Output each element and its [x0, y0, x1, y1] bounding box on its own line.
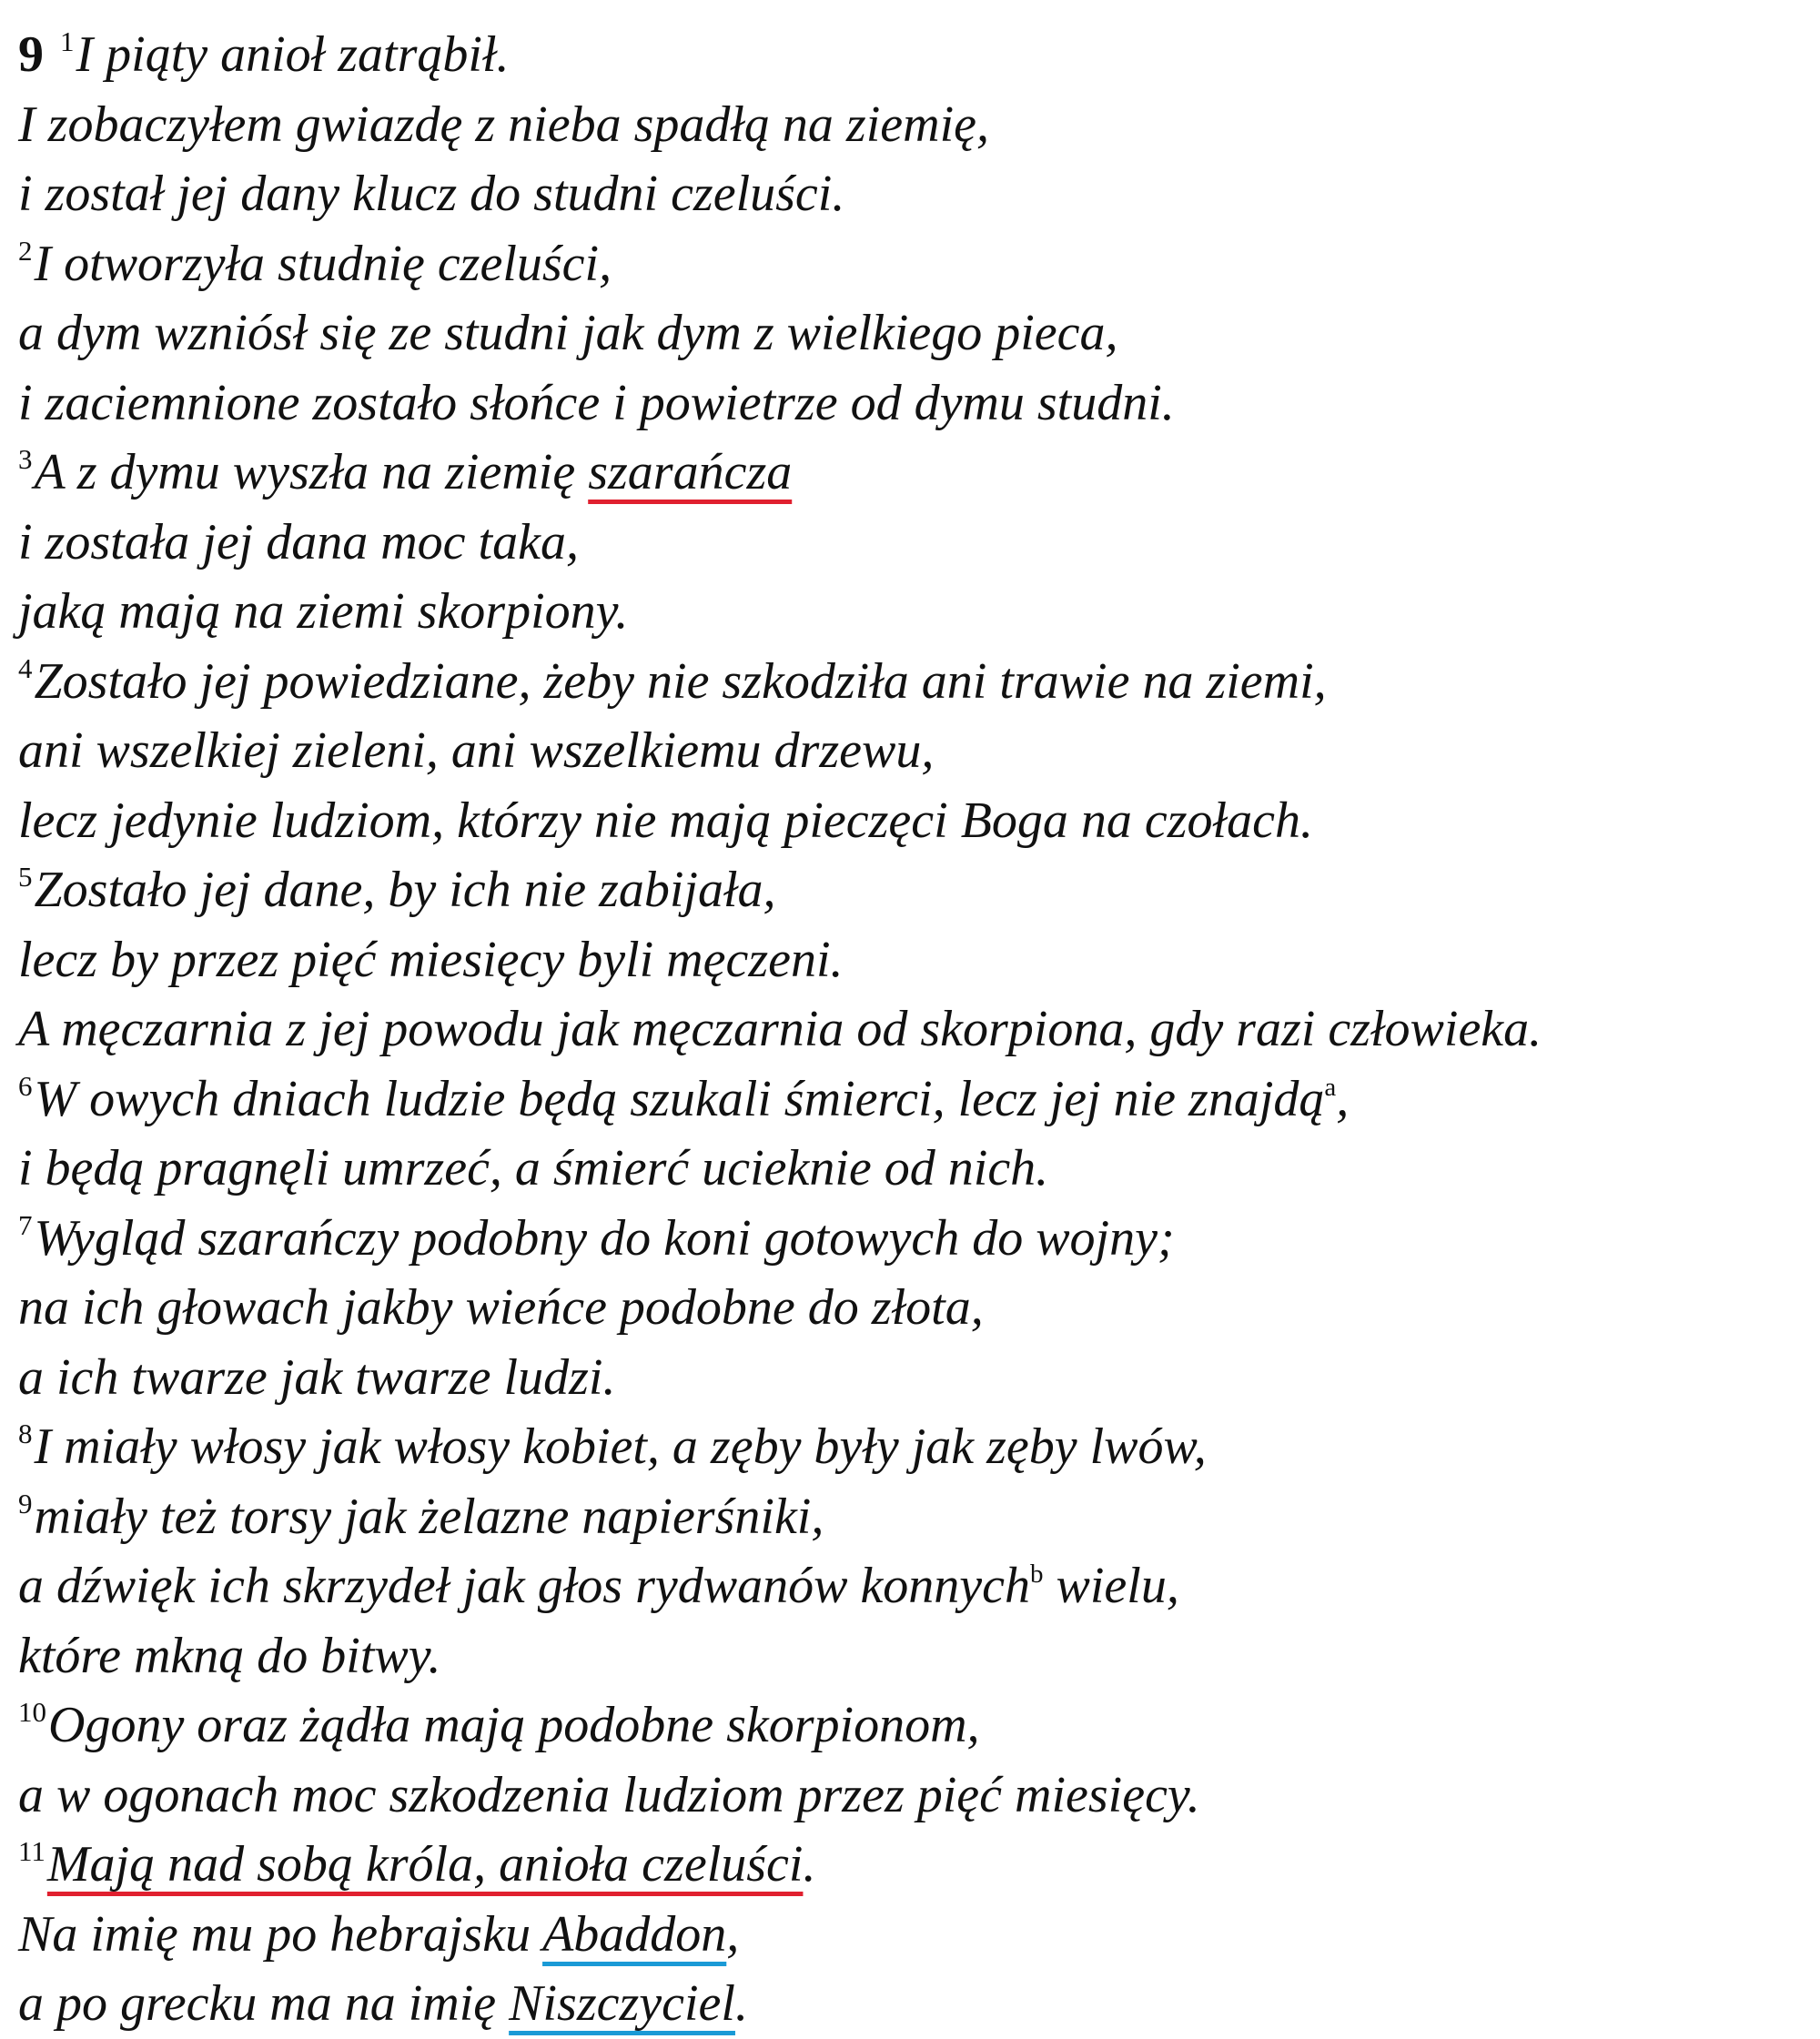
line-1 — [18, 20, 1811, 90]
line-19 — [18, 1273, 1811, 1343]
verse-number-3: 3 — [18, 443, 33, 475]
line-text: W owych dniach ludzie będą szukali śmierci, lecz jej nie znajdą — [34, 1070, 1325, 1127]
line-13 — [18, 855, 1811, 925]
line-2 — [18, 90, 1811, 160]
line-text: Zostało jej powiedziane, żeby nie szkodziła ani trawie na ziemi, — [34, 652, 1327, 710]
verse-number-11: 11 — [18, 1835, 46, 1867]
verse-number-8: 8 — [18, 1418, 33, 1449]
line-text: , — [1336, 1070, 1350, 1127]
highlight-blue-niszczyciel: Niszczyciel — [509, 1975, 735, 2032]
line-text: I piąty anioł zatrąbił. — [76, 26, 510, 83]
line-text: a ich twarze jak twarze ludzi. — [18, 1348, 616, 1406]
line-25 — [18, 1691, 1811, 1761]
verse-number-10: 10 — [18, 1696, 46, 1728]
line-29 — [18, 1969, 1811, 2039]
line-text: A męczarnia z jej powodu jak męczarnia od skorpiona, gdy razi człowieka. — [18, 1001, 1542, 1057]
line-28 — [18, 1900, 1811, 1970]
line-23 — [18, 1551, 1811, 1621]
line-22 — [18, 1482, 1811, 1552]
footnote-marker-b: b — [1030, 1560, 1044, 1589]
line-6 — [18, 368, 1811, 439]
line-16 — [18, 1065, 1811, 1135]
line-18 — [18, 1204, 1811, 1274]
line-8 — [18, 508, 1811, 578]
verse-number-1: 1 — [60, 25, 75, 57]
verse-number-9: 9 — [18, 1487, 33, 1519]
line-text: Zostało jej dane, by ich nie zabijała, — [34, 862, 776, 918]
line-21 — [18, 1412, 1811, 1482]
line-text: . — [803, 1836, 816, 1893]
highlight-red-krol: Mają nad sobą króla, anioła czeluści — [46, 1836, 804, 1893]
line-text: a w ogonach moc szkodzenia ludziom przez pięć miesięcy. — [18, 1766, 1200, 1823]
line-text: jaką mają na ziemi skorpiony. — [18, 583, 629, 640]
verse-number-7: 7 — [18, 1208, 33, 1241]
scripture-text — [18, 20, 1811, 2039]
line-text: i została jej dana moc taka, — [18, 513, 579, 570]
line-14 — [18, 925, 1811, 995]
line-11 — [18, 716, 1811, 786]
line-26 — [18, 1761, 1811, 1831]
line-text: a dym wzniósł się ze studni jak dym z wielkiego pieca, — [18, 305, 1118, 361]
line-text: I miały włosy jak włosy kobiet, a zęby były jak zęby lwów, — [34, 1418, 1207, 1475]
line-text: które mkną do bitwy. — [18, 1627, 441, 1684]
line-text: i będą pragnęli umrzeć, a śmierć ucieknie od nich. — [18, 1140, 1049, 1196]
line-text: . — [734, 1975, 748, 2032]
line-10 — [18, 647, 1811, 717]
line-3 — [18, 159, 1811, 229]
verse-number-2: 2 — [18, 234, 33, 267]
line-text: ani wszelkiej zieleni, ani wszelkiemu drzewu, — [18, 722, 935, 779]
highlight-red-szarancza: szarańcza — [588, 444, 793, 500]
line-24 — [18, 1621, 1811, 1691]
line-text: Na imię mu po hebrajsku — [18, 1905, 543, 1963]
line-15 — [18, 994, 1811, 1065]
line-9 — [18, 577, 1811, 647]
line-7 — [18, 438, 1811, 508]
line-text: i zaciemnione zostało słońce i powietrze od dymu studni. — [18, 374, 1175, 431]
line-text: miały też torsy jak żelazne napierśniki, — [34, 1488, 824, 1545]
line-17 — [18, 1134, 1811, 1204]
line-5 — [18, 298, 1811, 368]
line-text: na ich głowach jakby wieńce podobne do złota, — [18, 1279, 984, 1336]
line-4 — [18, 229, 1811, 299]
line-text: wielu, — [1043, 1558, 1179, 1614]
line-text: lecz by przez pięć miesięcy byli męczeni. — [18, 931, 844, 988]
line-text: i został jej dany klucz do studni czeluści. — [18, 166, 845, 222]
line-text: , — [726, 1905, 740, 1963]
verse-number-4: 4 — [18, 651, 33, 684]
verse-number-6: 6 — [18, 1069, 33, 1102]
line-text: Ogony oraz żądła mają podobne skorpionom, — [48, 1697, 980, 1753]
line-text: lecz jedynie ludziom, którzy nie mają pieczęci Boga na czołach. — [18, 792, 1313, 849]
footnote-marker-a: a — [1324, 1072, 1337, 1102]
line-text: Wygląd szarańczy podobny do koni gotowych do wojny; — [34, 1209, 1175, 1267]
line-text: a po grecku ma na imię — [18, 1975, 510, 2032]
line-text: A z dymu wyszła na ziemię — [34, 444, 589, 500]
line-12 — [18, 786, 1811, 856]
line-27 — [18, 1830, 1811, 1900]
line-text: a dźwięk ich skrzydeł jak głos rydwanów konnych — [18, 1558, 1031, 1614]
highlight-blue-abaddon: Abaddon — [542, 1905, 727, 1963]
verse-number-5: 5 — [18, 861, 33, 893]
line-text: I zobaczyłem gwiazdę z nieba spadłą na ziemię, — [18, 96, 989, 153]
line-20 — [18, 1343, 1811, 1413]
chapter-number: 9 — [18, 26, 44, 83]
line-text: I otworzyła studnię czeluści, — [34, 235, 612, 292]
